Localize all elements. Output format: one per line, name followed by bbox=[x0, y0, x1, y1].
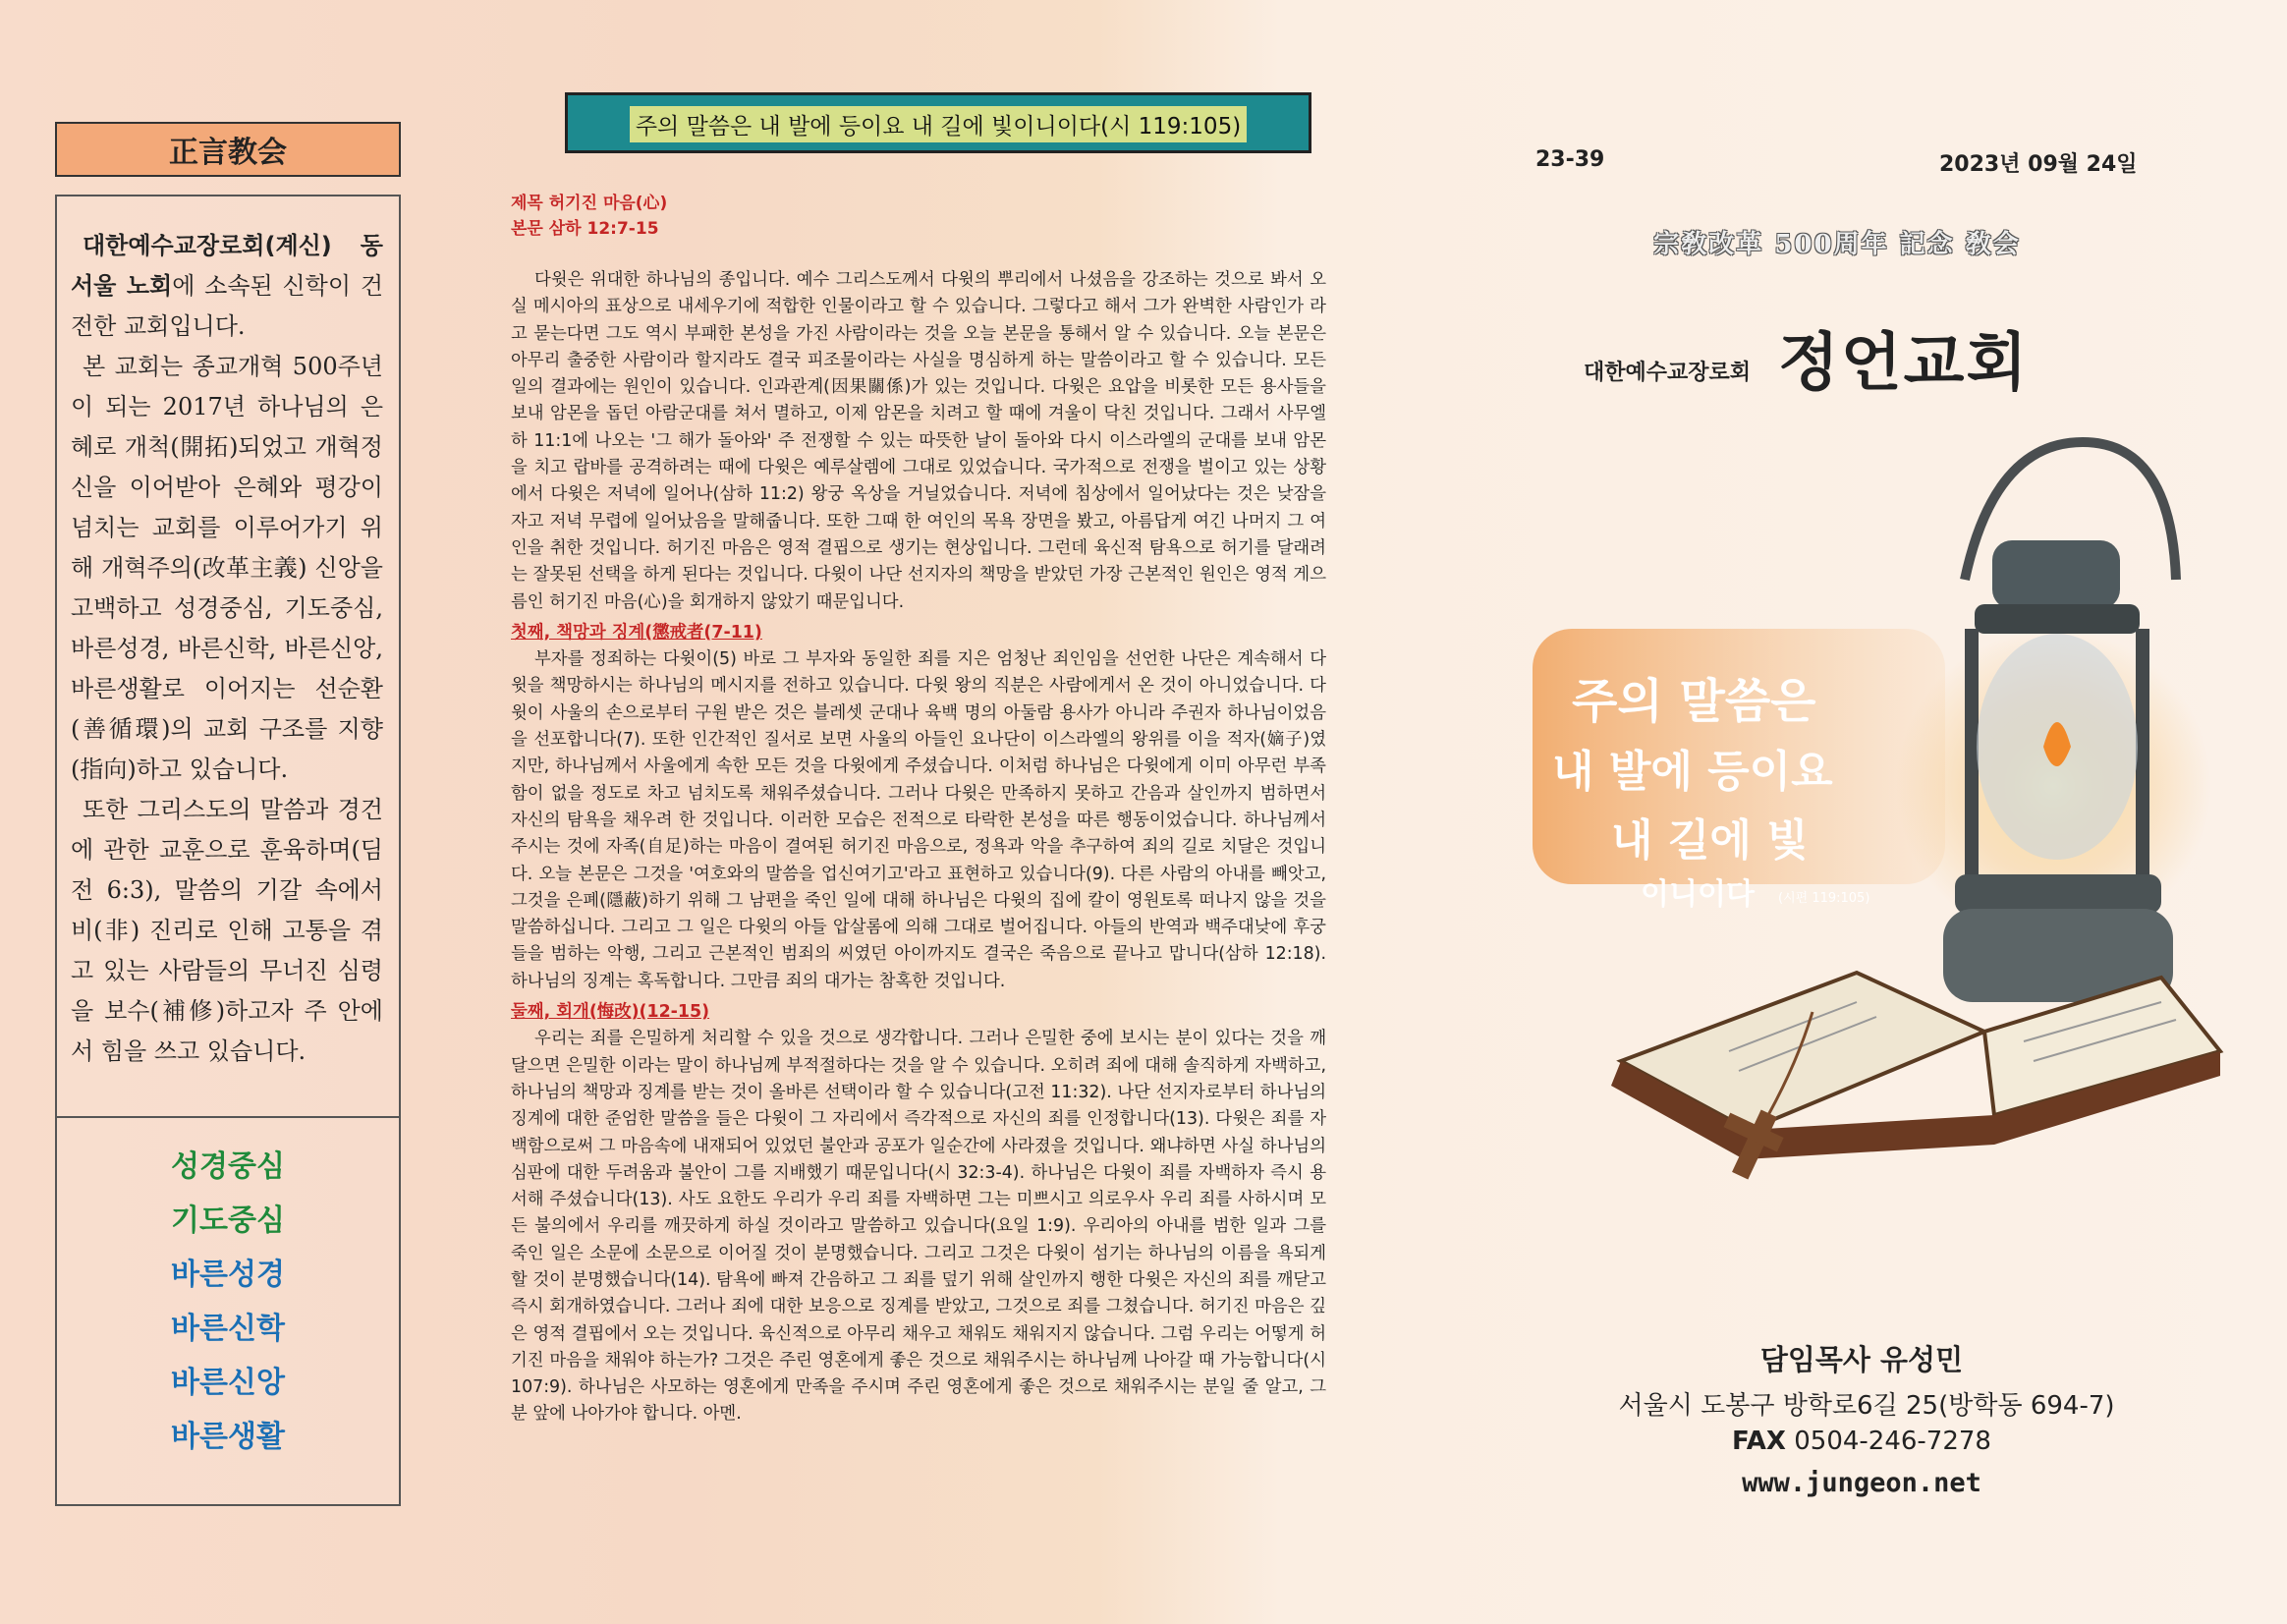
sermon-heading: 첫째, 책망과 징계(懲戒者(7-11) bbox=[511, 622, 762, 643]
church-title-hanja: 正言教会 bbox=[169, 136, 287, 170]
fax-number: 0504-246-7278 bbox=[1794, 1427, 1991, 1456]
fax-line bbox=[1670, 1427, 2053, 1456]
art-verse-reference: (시편 119:105) bbox=[1778, 891, 1870, 906]
motto-item: 바른신앙 bbox=[171, 1366, 285, 1400]
intro-paragraph: 또한 그리스도의 말씀과 경건에 관한 교훈으로 훈육하며(딤전 6:3), 말씀의 기갈 속에서 비(非) 진리로 인해 고통을 겪고 있는 사람들의 무너진 심령을 보수(補修)하고자 주 안에서 힘을 쓰고 있습니다. bbox=[71, 796, 383, 1065]
fax-label: FAX bbox=[1732, 1427, 1786, 1456]
denomination: 대한예수교장로회 bbox=[1584, 361, 1752, 385]
anniversary-caption: 宗敎改革 500周年 記念 敎会 bbox=[1653, 230, 2021, 259]
church-address: 서울시 도봉구 방학로6길 25(방학동 694-7) bbox=[1618, 1391, 2115, 1421]
art-verse-line: 주의 말씀은 bbox=[1572, 674, 1816, 729]
motto-item: 바른생활 bbox=[171, 1420, 285, 1454]
sermon-body bbox=[511, 191, 1326, 1428]
sermon-paragraph: 부자를 정죄하는 다윗이(5) 바로 그 부자와 동일한 죄를 지은 엄청난 죄인임을 선언한 나단은 계속해서 다윗을 책망하시는 하나님의 메시지를 전하고 있습니다. 다윗 왕의 직분은 사람에게서 온 것이 아니었습니다. 다윗이 사울의 손으로부터 구원 받은 것은 블레셋 군대나 육백 명의 아둘람 용사가 아니라 주권자 하나님이었음을 선포합니다(7). 또한 인간적인 질서로 보면 사울의 아들인 요나단이 이스라엘의 왕위를 이을 적자(嫡子)였지만, 하나님께서 사울에게 속한 모든 것을 다윗에게 주셨습니다. 이처럼 하나님은 다윗에게 이미 아무런 부족함이 없을 정도로 차고 넘치도록 채워주셨습니다. 그러나 다윗은 만족하지 못하고 간음과 살인까지 범하면서 자신의 탐욕을 채우려 한 것입니다. 이러한 모습은 전적으로 타락한 본성을 따른 행동이었습니다. 하나님께서 주시는 것에 자족(自足)하는 마음이 결여된 허기진 마음으로, 정욕과 악을 추구하여 죄의 길로 치달은 것입니다. 오늘 본문은 그것을 '여호와의 말씀을 업신여기고'라고 표현하고 있습니다(9). 다른 사람의 아내를 빼앗고, 그것을 은폐(隱蔽)하기 위해 그 남편을 죽인 일에 대해 하나님은 다윗의 집에 칼이 영원토록 떠나지 않을 것을 말씀하십니다. 그리고 그 일은 다윗의 아들 압살롬에 의해 그대로 벌어집니다. 아들의 반역과 백주대낮에 후궁들을 범하는 악행, 그리고 근본적인 범죄의 씨였던 아이까지도 결국은 죽음으로 끝나고 맙니다(삼하 12:18). 하나님의 징계는 혹독합니다. 그만큼 죄의 대가는 참혹한 것입니다. bbox=[511, 649, 1326, 991]
art-verse-line: 이니이다 bbox=[1641, 877, 1755, 912]
church-name: 정언교회 bbox=[1778, 327, 2030, 400]
motto-item: 바른성경 bbox=[171, 1258, 285, 1292]
sermon-scripture: 본문 삼하 12:7-15 bbox=[511, 219, 659, 239]
sermon-heading: 둘째, 회개(悔改)(12-15) bbox=[511, 1002, 710, 1023]
verse-banner-text: 주의 말씀은 내 발에 등이요 내 길에 빛이니이다(시 119:105) bbox=[630, 106, 1247, 142]
issue-number: 23-39 bbox=[1535, 147, 1605, 172]
intro-paragraph: 본 교회는 종교개혁 500주년이 되는 2017년 하나님의 은혜로 개척(開拓)되었고 개혁정신을 이어받아 은혜와 평강이 넘치는 교회를 이루어가기 위해 개혁주의(改革主義) 신앙을 고백하고 성경중심, 기도중심, 바른성경, 바른신학, 바른신앙, 바른생활로 이어지는 선순환(善循環)의 교회 구조를 지향(指向)하고 있습니다. bbox=[71, 353, 383, 783]
intro-paragraph bbox=[71, 226, 383, 347]
church-intro-box bbox=[55, 195, 401, 1506]
sermon-title: 제목 허기진 마음(心) bbox=[511, 194, 668, 213]
intro-bold: 대한예수교장로회(계신) 동서울 노회 bbox=[71, 232, 383, 300]
art-verse-line: 내 발에 등이요 bbox=[1552, 747, 1833, 797]
lantern-icon bbox=[1943, 442, 2176, 1002]
motto-list bbox=[57, 1140, 399, 1464]
issue-date: 2023년 09월 24일 bbox=[1939, 152, 2138, 177]
website-link[interactable]: www.jungeon.net bbox=[1742, 1468, 1981, 1498]
motto-item: 기도중심 bbox=[171, 1204, 285, 1238]
lantern-bible-illustration bbox=[1533, 422, 2240, 1189]
divider bbox=[57, 1116, 399, 1118]
open-bible-icon bbox=[1611, 973, 2220, 1159]
church-intro-text bbox=[71, 226, 383, 1072]
church-title-box bbox=[55, 122, 401, 177]
art-verse-line: 내 길에 빛 bbox=[1611, 815, 1809, 866]
motto-item: 바른신학 bbox=[171, 1312, 285, 1346]
verse-banner bbox=[565, 92, 1311, 153]
sermon-paragraph: 우리는 죄를 은밀하게 처리할 수 있을 것으로 생각합니다. 그러나 은밀한 중에 보시는 분이 있다는 것을 깨달으면 은밀한 이라는 말이 하나님께 부적절하다는 것을 알 수 있습니다. 오히려 죄에 대해 솔직하게 자백하고, 하나님의 책망과 징계를 받는 것이 올바른 선택이라 할 수 있습니다(고전 11:32). 나단 선지자로부터 하나님의 징계에 대한 준엄한 말씀을 들은 다윗이 그 자리에서 즉각적으로 자신의 죄를 인정합니다(13). 다윗은 죄를 자백함으로써 그 마음속에 내재되어 있었던 불안과 공포가 일순간에 사라졌을 것입니다. 왜냐하면 사실 하나님의 심판에 대한 두려움과 불안이 그를 지배했기 때문입니다(시 32:3-4). 하나님은 다윗이 죄를 자백하자 즉시 용서해 주셨습니다(13). 사도 요한도 우리가 우리 죄를 자백하면 그는 미쁘시고 의로우사 우리 죄를 사하시며 모든 불의에서 우리를 깨끗하게 하실 것이라고 말씀하고 있습니다(요일 1:9). 우리아의 아내를 범한 일과 그를 죽인 일은 소문에 소문으로 이어질 것이 분명했습니다. 그리고 그것은 다윗이 섬기는 하나님의 이름을 욕되게 할 것이 분명했습니다(14). 탐욕에 빠져 간음하고 그 죄를 덮기 위해 살인까지 행한 다윗은 자신의 죄를 깨닫고 즉시 회개하였습니다. 그러나 죄에 대한 보응으로 징계를 받았고, 그것으로 죄를 그쳤습니다. 허기진 마음은 깊은 영적 결핍에서 오는 것입니다. 육신적으로 아무리 채우고 채워도 채워지지 않습니다. 그럼 우리는 어떻게 허기진 마음을 채워야 하는가? 그것은 주린 영혼에게 좋은 것으로 채워주시는 하나님께 나아갈 때 가능합니다(시 107:9). 하나님은 사모하는 영혼에게 만족을 주시며 주린 영혼에게 좋은 것으로 채워주시는 분일 줄 알고, 그분 앞에 나아가야 합니다. 아멘. bbox=[511, 1029, 1326, 1425]
motto-item: 성경중심 bbox=[171, 1149, 285, 1184]
intro-text: 에 소속된 신학이 건전한 교회입니다. bbox=[71, 272, 384, 340]
pastor-name: 담임목사 유성민 bbox=[1759, 1343, 1964, 1376]
sermon-paragraph: 다윗은 위대한 하나님의 종입니다. 예수 그리스도께서 다윗의 뿌리에서 나셨음을 강조하는 것으로 봐서 오실 메시아의 표상으로 내세우기에 적합한 인물이라고 할 수 있습니다. 그렇다고 해서 그가 완벽한 사람인가 라고 묻는다면 그도 역시 부패한 본성을 가진 사람이라는 것을 오늘 본문을 통해서 알 수 있습니다. 오늘 본문은 아무리 출중한 사람이라 할지라도 결국 피조물이라는 사실을 명심하게 하는 말씀이라고 할 수 있습니다. 모든 일의 결과에는 원인이 있습니다. 인과관계(因果關係)가 있는 것입니다. 다윗은 요압을 비롯한 모든 용사들을 보내 암몬을 돕던 아람군대를 쳐서 멸하고, 이제 암몬을 치려고 할 때에 겨울이 닥친 것입니다. 그래서 사무엘하 11:1에 나오는 '그 해가 돌아와' 주 전쟁할 수 있는 따뜻한 날이 돌아와 다시 이스라엘의 군대를 보내 암몬을 치고 랍바를 공격하려는 때에 다윗은 예루살렘에 그대로 있었습니다. 국가적으로 전쟁을 벌이고 있는 상황에서 다윗은 저녁에 일어나(삼하 11:2) 왕궁 옥상을 거닐었습니다. 저녁에 침상에서 일어났다는 것은 낮잠을 자고 저녁 무렵에 일어났음을 말해줍니다. 또한 그때 한 여인의 목욕 장면을 봤고, 아름답게 여긴 나머지 그 여인을 취한 것입니다. 허기진 마음은 영적 결핍으로 생기는 현상입니다. 그런데 육신적 탐욕으로 허기를 달래려는 잘못된 선택을 하게 된다는 것입니다. 다윗이 나단 선지자의 책망을 받았던 가장 근본적인 원인은 영적 게으름인 허기진 마음(心)을 회개하지 않았기 때문입니다. bbox=[511, 270, 1326, 612]
